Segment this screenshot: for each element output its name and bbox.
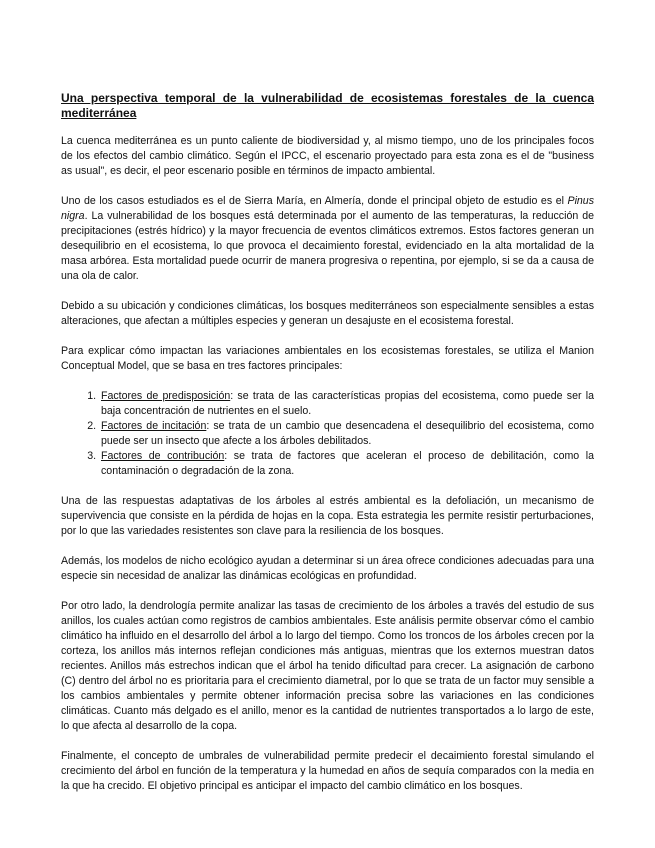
paragraph-niche-models: Además, los modelos de nicho ecológico ayudan a determinar si un área ofrece condiciones adecuadas para una especie sin necesidad de analizar las dinámicas ecológicas en profundidad. — [61, 555, 594, 582]
paragraph-defoliation: Una de las respuestas adaptativas de los árboles al estrés ambiental es la defoliación, un mecanismo de supervivencia que consiste en la pérdida de hojas en la copa. Esta estrategia les permite resistir perturbaciones, por lo que las variedades resistentes son clave para la resiliencia de los bosques. — [61, 495, 594, 537]
paragraph-dendrology: Por otro lado, la dendrología permite analizar las tasas de crecimiento de los árboles a través del estudio de sus anillos, los cuales actúan como registros de cambios ambientales. Este análisis permite observar cómo el cambio climático ha influido en el desarrollo del árbol a lo largo del tiempo. Como los troncos de los árboles crecen por la corteza, los anillos más internos reflejan condiciones más antiguas, mientras que los externos muestran datos recientes. Anillos más estrechos indican que el árbol ha tenido dificultad para crecer. La asignación de carbono (C) dentro del árbol no es prioritaria para el crecimiento diametral, por lo que se trata de un factor muy sensible a los cambios ambientales y permite obtener información precisa sobre las variaciones en las condiciones climáticas. Cuanto más delgado es el anillo, menor es la cantidad de nutrientes transportados a lo largo de este, lo que afecta al desarrollo de la copa. — [61, 600, 594, 732]
paragraph-sensitivity: Debido a su ubicación y condiciones climáticas, los bosques mediterráneos son especialmente sensibles a estas alteraciones, que afectan a múltiples especies y generan un desajuste en el ecosistema forestal. — [61, 300, 594, 327]
factor-description: : se trata de un cambio que desencadena el desequilibrio del ecosistema, como puede ser un insecto que afecte a los árboles debilitados. — [101, 420, 595, 447]
paragraph-case-study — [61, 194, 594, 284]
list-item — [99, 449, 594, 479]
list-item — [99, 389, 594, 419]
paragraph-intro: La cuenca mediterránea es un punto caliente de biodiversidad y, al mismo tiempo, uno de los principales focos de los efectos del cambio climático. Según el IPCC, el escenario proyectado para esta zona es el de "business as usual", es decir, el peor escenario posible en términos de impacto ambiental. — [61, 135, 594, 177]
case-study-text-after: . La vulnerabilidad de los bosques está determinada por el aumento de las temperaturas, la reducción de precipitaciones (estrés hídrico) y la mayor frecuencia de eventos climáticos extremos. Estos factores generan un desequilibrio en el ecosistema, lo que provoca el decaimiento forestal, evidenciado en la alta mortalidad de la masa arbórea. Esta mortalidad puede ocurrir de manera progresiva o repentina, por ejemplo, si se da a causa de una ola de calor. — [61, 210, 594, 282]
factor-term: Factores de predisposición — [101, 390, 231, 402]
factor-description: : se trata de factores que aceleran el proceso de debilitación, como la contaminación o degradación de la zona. — [101, 450, 594, 477]
factor-term: Factores de contribución — [101, 450, 225, 462]
factors-list — [61, 389, 594, 479]
paragraph-manion-model: Para explicar cómo impactan las variaciones ambientales en los ecosistemas forestales, se utiliza el Manion Conceptual Model, que se basa en tres factores principales: — [61, 345, 594, 372]
list-item — [99, 419, 594, 449]
species-name: Pinus nigra — [61, 195, 594, 222]
document-title: Una perspectiva temporal de la vulnerabilidad de ecosistemas forestales de la cuenca mediterránea — [61, 91, 594, 120]
factor-description: : se trata de las características propias del ecosistema, como puede ser la baja concentración de nutrientes en el suelo. — [101, 390, 594, 417]
paragraph-thresholds: Finalmente, el concepto de umbrales de vulnerabilidad permite predecir el decaimiento forestal simulando el crecimiento del árbol en función de la temperatura y la humedad en años de sequía comparados con la media en la que ha crecido. El objetivo principal es anticipar el impacto del cambio climático en los bosques. — [61, 750, 594, 792]
case-study-text-before: Uno de los casos estudiados es el de Sierra María, en Almería, donde el principal objeto de estudio es el — [61, 195, 568, 207]
factor-term: Factores de incitación — [101, 420, 207, 432]
